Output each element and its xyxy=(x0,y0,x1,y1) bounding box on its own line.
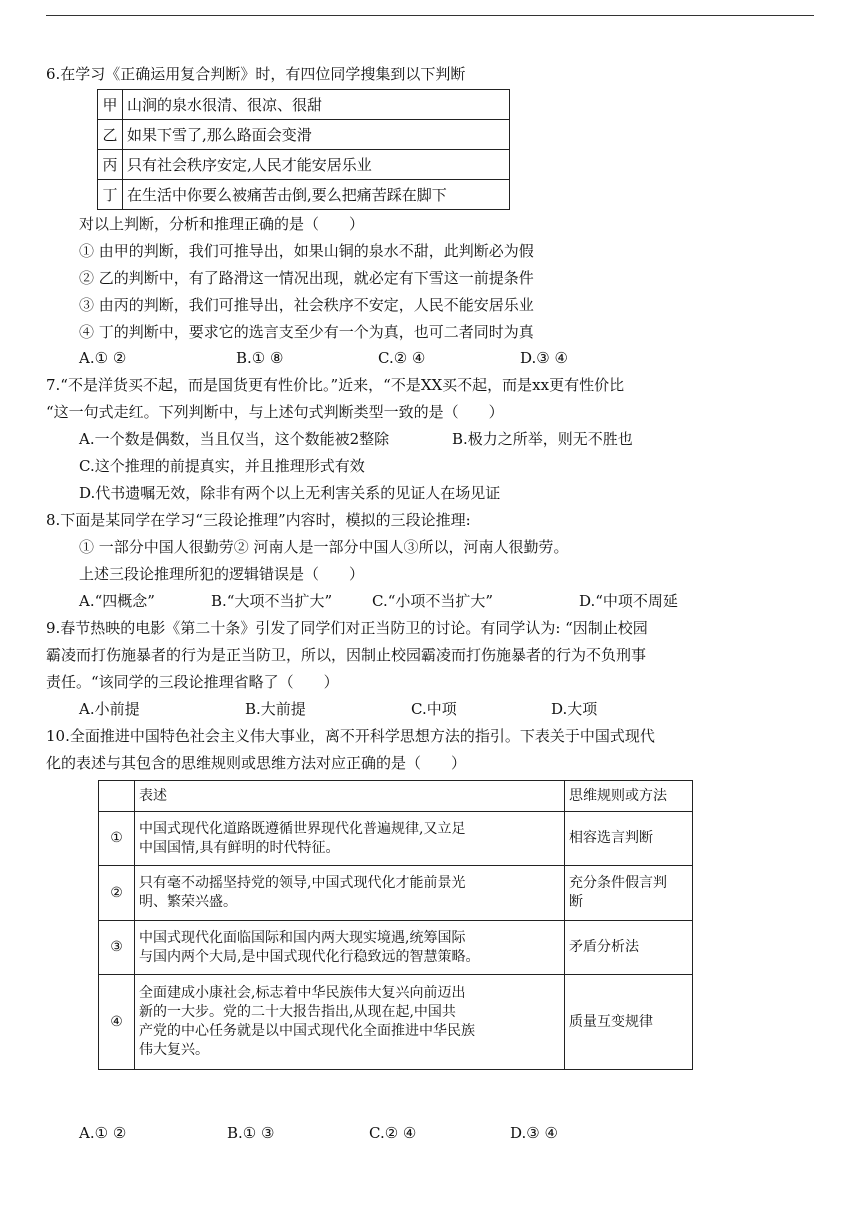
q8-ask: 上述三段论推理所犯的逻辑错误是（ ） xyxy=(79,565,365,583)
judgment-key: 乙 xyxy=(98,120,123,150)
judgment-text: 山涧的泉水很清、很凉、很甜 xyxy=(123,90,510,120)
q10-option-a[interactable]: A.① ② xyxy=(79,1124,127,1142)
table-row xyxy=(98,180,510,210)
q6-item: ② 乙的判断中，有了路滑这一情况出现，就必定有下雪这一前提条件 xyxy=(79,269,534,287)
q9-option-c[interactable]: C.中项 xyxy=(411,700,457,718)
row-desc xyxy=(135,866,565,921)
row-number: ④ xyxy=(99,975,135,1070)
q6-option-a[interactable]: A.① ② xyxy=(79,349,127,367)
judgment-text: 如果下雪了,那么路面会变滑 xyxy=(123,120,510,150)
row-number: ③ xyxy=(99,921,135,975)
row-method xyxy=(565,921,693,975)
q9-option-a[interactable]: A.小前提 xyxy=(79,700,140,718)
q8-option-a[interactable]: A.“四概念” xyxy=(79,592,155,610)
q7-option-d[interactable]: D.代书遗嘱无效，除非有两个以上无利害关系的见证人在场见证 xyxy=(79,484,501,502)
row-number: ① xyxy=(99,812,135,866)
row-method xyxy=(565,866,693,921)
q10-option-b[interactable]: B.① ③ xyxy=(227,1124,275,1142)
desc-line: 产党的中心任务就是以中国式现代化全面推进中华民族 xyxy=(139,1023,475,1039)
q8-option-c[interactable]: C.“小项不当扩大” xyxy=(372,592,494,610)
table-row xyxy=(99,921,693,975)
q6-stem: 6.在学习《正确运用复合判断》时，有四位同学搜集到以下判断 xyxy=(46,65,466,83)
q10-statement-table xyxy=(98,780,693,1070)
method-line: 质量互变规律 xyxy=(569,1013,653,1030)
q9-stem-line1: 9.春节热映的电影《第二十条》引发了同学们对正当防卫的讨论。有同学认为: “因制止校园 xyxy=(46,619,648,637)
q7-stem-line2: “这一句式走红。下列判断中，与上述句式判断类型一致的是（ ） xyxy=(46,403,504,421)
table-row xyxy=(99,866,693,921)
method-line: 矛盾分析法 xyxy=(569,939,639,955)
q10-stem-line1: 10.全面推进中国特色社会主义伟大事业，离不开科学思想方法的指引。下表关于中国式现代 xyxy=(46,727,655,745)
q6-option-c[interactable]: C.② ④ xyxy=(378,349,426,367)
judgment-key: 丁 xyxy=(98,180,123,210)
q9-stem-line2: 霸凌而打伤施暴者的行为是正当防卫，所以，因制止校园霸凌而打伤施暴者的行为不负刑事 xyxy=(46,646,647,664)
q6-item: ③ 由丙的判断，我们可推导出，社会秩序不安定，人民不能安居乐业 xyxy=(79,296,534,314)
q7-option-a[interactable]: A.一个数是偶数，当且仅当，这个数能被2整除 xyxy=(79,430,390,448)
q6-item: ④ 丁的判断中，要求它的选言支至少有一个为真，也可二者同时为真 xyxy=(79,323,534,341)
q6-item: ① 由甲的判断，我们可推导出，如果山铜的泉水不甜，此判断必为假 xyxy=(79,242,534,260)
desc-line: 与国内两个大局,是中国式现代化行稳致远的智慧策略。 xyxy=(139,948,480,965)
desc-line: 中国式现代化面临国际和国内两大现实境遇,统筹国际 xyxy=(139,929,466,946)
q8-stem: 8.下面是某同学在学习“三段论推理”内容时，模拟的三段论推理: xyxy=(46,511,471,529)
q7-option-c[interactable]: C.这个推理的前提真实，并且推理形式有效 xyxy=(79,457,365,475)
table-header-row xyxy=(99,781,693,812)
q7-stem-line1: 7.“不是洋货买不起，而是国货更有性价比。”近来，“不是XX买不起，而是xx更有性价比 xyxy=(46,376,625,394)
header-desc: 表述 xyxy=(135,781,565,812)
desc-line: 明、繁荣兴盛。 xyxy=(139,894,237,910)
method-line: 充分条件假言判 xyxy=(569,875,667,891)
desc-line: 只有毫不动摇坚持党的领导,中国式现代化才能前景光 xyxy=(139,875,466,891)
row-desc xyxy=(135,812,565,866)
q9-option-d[interactable]: D.大项 xyxy=(551,700,598,718)
q10-option-d[interactable]: D.③ ④ xyxy=(510,1124,558,1142)
q6-ask: 对以上判断，分析和推理正确的是（ ） xyxy=(79,215,365,233)
desc-line: 中国国情,具有鲜明的时代特征。 xyxy=(139,839,340,856)
q6-option-b[interactable]: B.① ⑧ xyxy=(236,349,284,367)
q7-option-b[interactable]: B.极力之所举，则无不胜也 xyxy=(452,430,633,448)
table-row xyxy=(98,120,510,150)
desc-line: 全面建成小康社会,标志着中华民族伟大复兴向前迈出 xyxy=(139,985,466,1001)
header-rule xyxy=(46,15,814,16)
judgment-key: 丙 xyxy=(98,150,123,180)
desc-line: 新的一大步。党的二十大报告指出,从现在起,中国共 xyxy=(139,1004,456,1020)
q8-option-d[interactable]: D.“中项不周延 xyxy=(579,592,678,610)
method-line: 相容选言判断 xyxy=(569,830,653,846)
q6-option-d[interactable]: D.③ ④ xyxy=(520,349,568,367)
judgment-text: 在生活中你要么被痛苦击倒,要么把痛苦踩在脚下 xyxy=(123,180,510,210)
method-line: 断 xyxy=(569,894,583,910)
table-row xyxy=(98,90,510,120)
header-method: 思维规则或方法 xyxy=(565,781,693,812)
judgment-text: 只有社会秩序安定,人民才能安居乐业 xyxy=(123,150,510,180)
q8-premise: ① 一部分中国人很勤劳② 河南人是一部分中国人③所以，河南人很勤劳。 xyxy=(79,538,569,556)
row-number: ② xyxy=(99,866,135,921)
row-desc xyxy=(135,975,565,1070)
q9-option-b[interactable]: B.大前提 xyxy=(245,700,306,718)
row-method xyxy=(565,975,693,1070)
row-method xyxy=(565,812,693,866)
q6-judgment-table xyxy=(97,89,510,210)
q8-option-b[interactable]: B.“大项不当扩大” xyxy=(211,592,333,610)
table-row xyxy=(98,150,510,180)
table-row xyxy=(99,975,693,1070)
q10-stem-line2: 化的表述与其包含的思维规则或思维方法对应正确的是（ ） xyxy=(46,754,467,772)
row-desc xyxy=(135,921,565,975)
q9-stem-line3: 责任。“该同学的三段论推理省略了（ ） xyxy=(46,673,339,691)
table-row xyxy=(99,812,693,866)
desc-line: 伟大复兴。 xyxy=(139,1042,209,1058)
q10-option-c[interactable]: C.② ④ xyxy=(369,1124,417,1142)
desc-line: 中国式现代化道路既遵循世界现代化普遍规律,又立足 xyxy=(139,820,466,837)
judgment-key: 甲 xyxy=(98,90,123,120)
header-num-cell xyxy=(99,781,135,812)
